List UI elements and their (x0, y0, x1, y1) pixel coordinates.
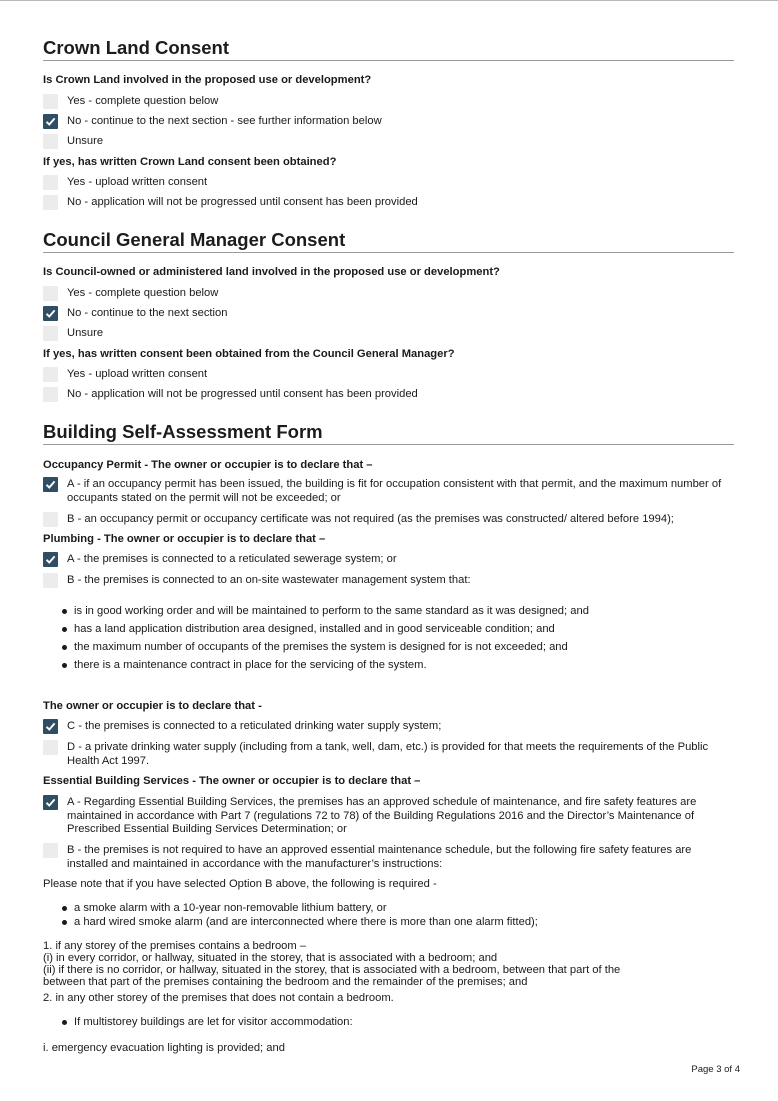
checkmark-icon (45, 554, 56, 565)
list-item: there is a maintenance contract in place for the servicing of the system. (62, 659, 415, 672)
checkmark-icon (45, 116, 56, 127)
storey-line: (ii) if there is no corridor, or hallway, situated in the storey, that is associated with a bedroom, between that part of the (43, 964, 621, 976)
plumbing-question: Plumbing - The owner or occupier is to declare that – (43, 533, 326, 545)
list-item: is in good working order and will be maintained to perform to the same standard as it was designed; and (62, 605, 577, 618)
page-number: Page 3 of 4 (691, 1064, 740, 1075)
list-item: If multistorey buildings are let for visitor accommodation: (62, 1016, 341, 1029)
checkbox[interactable] (43, 175, 58, 190)
storey-line: 2. in any other storey of the premises that does not contain a bedroom. (43, 992, 394, 1004)
checkbox[interactable] (43, 387, 58, 402)
checkbox-checked[interactable] (43, 477, 58, 492)
checkbox-checked[interactable] (43, 552, 58, 567)
council-consent-title: Council General Manager Consent (43, 229, 734, 253)
crown-land-title: Crown Land Consent (43, 37, 734, 61)
water-question: The owner or occupier is to declare that - (43, 700, 262, 712)
checkbox-checked[interactable] (43, 306, 58, 321)
lighting-line: i. emergency evacuation lighting is provided; and (43, 1042, 285, 1054)
list-item: has a land application distribution area designed, installed and in good serviceable condition; and (62, 623, 543, 636)
building-form-title: Building Self-Assessment Form (43, 421, 734, 445)
list-item: a hard wired smoke alarm (and are interconnected where there is more than one alarm fitted); (62, 916, 526, 929)
ebs-question: Essential Building Services - The owner or occupier is to declare that – (43, 775, 421, 787)
council-land-question: Is Council-owned or administered land involved in the proposed use or development? (43, 266, 500, 278)
checkbox[interactable] (43, 740, 58, 755)
checkbox-checked[interactable] (43, 719, 58, 734)
option-b-note: Please note that if you have selected Option B above, the following is required - (43, 878, 437, 890)
occupancy-question: Occupancy Permit - The owner or occupier is to declare that – (43, 459, 373, 471)
checkbox[interactable] (43, 512, 58, 527)
checkbox-checked[interactable] (43, 114, 58, 129)
checkbox[interactable] (43, 367, 58, 382)
crown-land-question: Is Crown Land involved in the proposed use or development? (43, 74, 372, 86)
checkbox[interactable] (43, 134, 58, 149)
list-item: the maximum number of occupants of the premises the system is designed for is not exceeded; and (62, 641, 556, 654)
checkbox[interactable] (43, 326, 58, 341)
checkmark-icon (45, 479, 56, 490)
checkbox-checked[interactable] (43, 795, 58, 810)
list-item: a smoke alarm with a 10-year non-removable lithium battery, or (62, 902, 375, 915)
storey-line: (i) in every corridor, or hallway, situated in the storey, that is associated with a bedroom; and (43, 952, 498, 964)
storey-line: 1. if any storey of the premises contains a bedroom – (43, 940, 307, 952)
checkmark-icon (45, 721, 56, 732)
crown-consent-question: If yes, has written Crown Land consent been obtained? (43, 156, 337, 168)
checkbox[interactable] (43, 573, 58, 588)
checkbox[interactable] (43, 195, 58, 210)
council-consent-question: If yes, has written consent been obtained from the Council General Manager? (43, 348, 455, 360)
checkbox[interactable] (43, 843, 58, 858)
checkbox[interactable] (43, 94, 58, 109)
checkmark-icon (45, 308, 56, 319)
checkbox[interactable] (43, 286, 58, 301)
storey-line: between that part of the premises containing the bedroom and the remainder of the premises; and (43, 976, 528, 988)
checkmark-icon (45, 797, 56, 808)
